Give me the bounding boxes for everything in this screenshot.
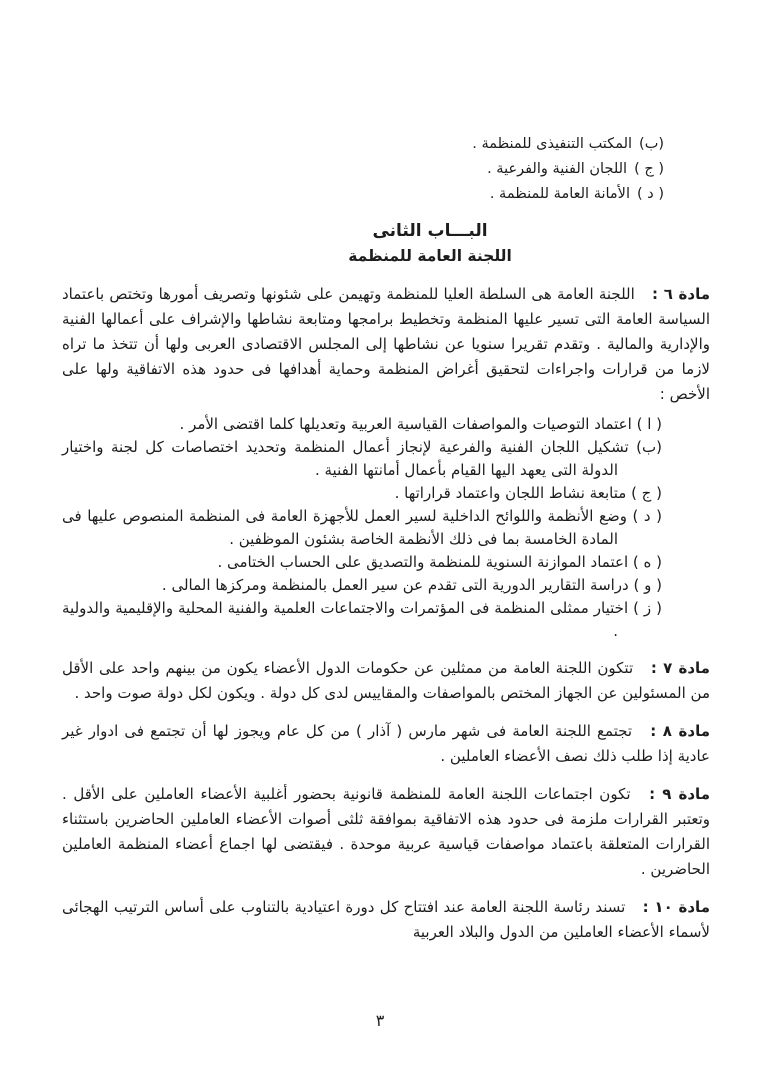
sub-item-marker: ( ز ) [633,599,662,617]
article-body-text: تتكون اللجنة العامة من ممثلين عن حكومات الدول الأعضاء يكون من بينهم واحد على الأقل من المسئولين عن الجهاز المختص بالمواصفات والمقاييس لدى كل دولة . ويكون لكل دولة صوت واحد . [62,659,710,702]
sub-item [62,574,710,597]
sub-item-marker: ( د ) [632,507,662,525]
page-number: ٣ [375,1011,385,1030]
article-body-text: تسند رئاسة اللجنة العامة عند افتتاح كل دورة اعتيادية بالتناوب على أساس الترتيب الهجائى لأسماء الأعضاء العاملين من الدول والبلاد العربية [62,898,710,941]
article-6-sub-items [62,413,710,643]
article-label: مادة ١٠ : [642,898,710,916]
clause-list [62,0,710,207]
article-9 [62,782,710,882]
chapter-title: البـــاب الثانى [372,221,488,241]
sub-item [62,551,710,574]
chapter-heading [106,219,754,269]
sub-item-text: اختيار ممثلى المنظمة فى المؤتمرات والاجتماعات العلمية والفنية المحلية والإقليمية والدولية . [62,599,629,640]
sub-item-marker: ( و ) [633,576,662,594]
sub-item-text: متابعة نشاط اللجان واعتماد قراراتها . [394,484,627,502]
article-paragraph [62,782,710,882]
article-label: مادة ٩ : [649,785,710,803]
article-8 [62,719,710,769]
list-item [62,182,664,207]
list-item-text: الأمانة العامة للمنظمة . [489,186,630,202]
article-paragraph [62,282,710,407]
list-item-text: المكتب التنفيذى للمنظمة . [472,136,633,152]
sub-item [62,482,710,505]
article-paragraph [62,656,710,706]
article-body-text: اللجنة العامة هى السلطة العليا للمنظمة وتهيمن على شئونها وتصريف أمورها وتختص باعتماد السياسة العامة التى تسير عليها المنظمة وتخطيط برامجها ومتابعة نشاطها والإشراف على أعمالها الفنية والإدارية والمالية . وتقدم تقريرا سنويا عن نشاطها إلى المجلس الاقتصادى العربى ولها أن تتخذ ما تراه لازما من قرارات واجراءات لتحقيق أغراض المنظمة وحماية أهدافها فى حدود هذه الاتفاقية ولها على الأخص : [62,285,710,403]
list-item-marker: (ب) [639,136,664,152]
chapter-subtitle: اللجنة العامة للمنظمة [348,247,512,265]
sub-item-marker: (ب) [636,438,662,456]
sub-item-text: وضع الأنظمة واللوائح الداخلية لسير العمل للأجهزة العامة فى المنظمة المنصوص عليها فى المادة الخامسة بما فى ذلك الأنظمة الخاصة بشئون الموظفين . [62,507,627,548]
sub-item-text: اعتماد الموازنة السنوية للمنظمة والتصديق على الحساب الختامى . [217,553,629,571]
article-7 [62,656,710,706]
sub-item-text: دراسة التقارير الدورية التى تقدم عن سير العمل بالمنظمة ومركزها المالى . [161,576,629,594]
sub-item-marker: ( ه ) [632,553,662,571]
sub-item-marker: ( ا ) [636,415,662,433]
article-body-text: تجتمع اللجنة العامة فى شهر مارس ( آذار ) من كل عام ويجوز لها أن تجتمع فى ادوار غير عادية إذا طلب ذلك نصف الأعضاء العاملين . [62,722,710,765]
article-body-text: تكون اجتماعات اللجنة العامة للمنظمة قانونية بحضور أغلبية الأعضاء العاملين على الأقل . وتعتبر القرارات ملزمة فى حدود هذه الاتفاقية بموافقة ثلثى أصوات الأعضاء العاملين الحاضرين باستثناء القرارات المتعلقة باعتماد مواصفات قياسية عربية موحدة . فيقتضى لها اجماع أعضاء المنظمة العاملين الحاضرين . [62,785,710,878]
article-label: مادة ٧ : [650,659,710,677]
article-paragraph [62,719,710,769]
list-item-marker: ( ج ) [634,161,664,177]
article-label: مادة ٨ : [650,722,710,740]
sub-item-marker: ( ج ) [631,484,662,502]
article-label: مادة ٦ : [652,285,710,303]
sub-item [62,597,710,643]
list-item-marker: ( د ) [637,186,664,202]
article-paragraph [62,895,710,945]
sub-item [62,436,710,482]
article-6 [62,282,710,643]
sub-item [62,505,710,551]
list-item-text: اللجان الفنية والفرعية . [487,161,628,177]
article-10 [62,895,710,945]
list-item [62,157,664,182]
sub-item-text: تشكيل اللجان الفنية والفرعية لإنجاز أعمال المنظمة وتحديد اختصاصات كل لجنة واختيار الدولة التى يعهد اليها القيام بأعمال أمانتها الفنية . [62,438,629,479]
sub-item-text: اعتماد التوصيات والمواصفات القياسية العربية وتعديلها كلما اقتضى الأمر . [179,415,632,433]
sub-item [62,413,710,436]
list-item [62,132,664,157]
